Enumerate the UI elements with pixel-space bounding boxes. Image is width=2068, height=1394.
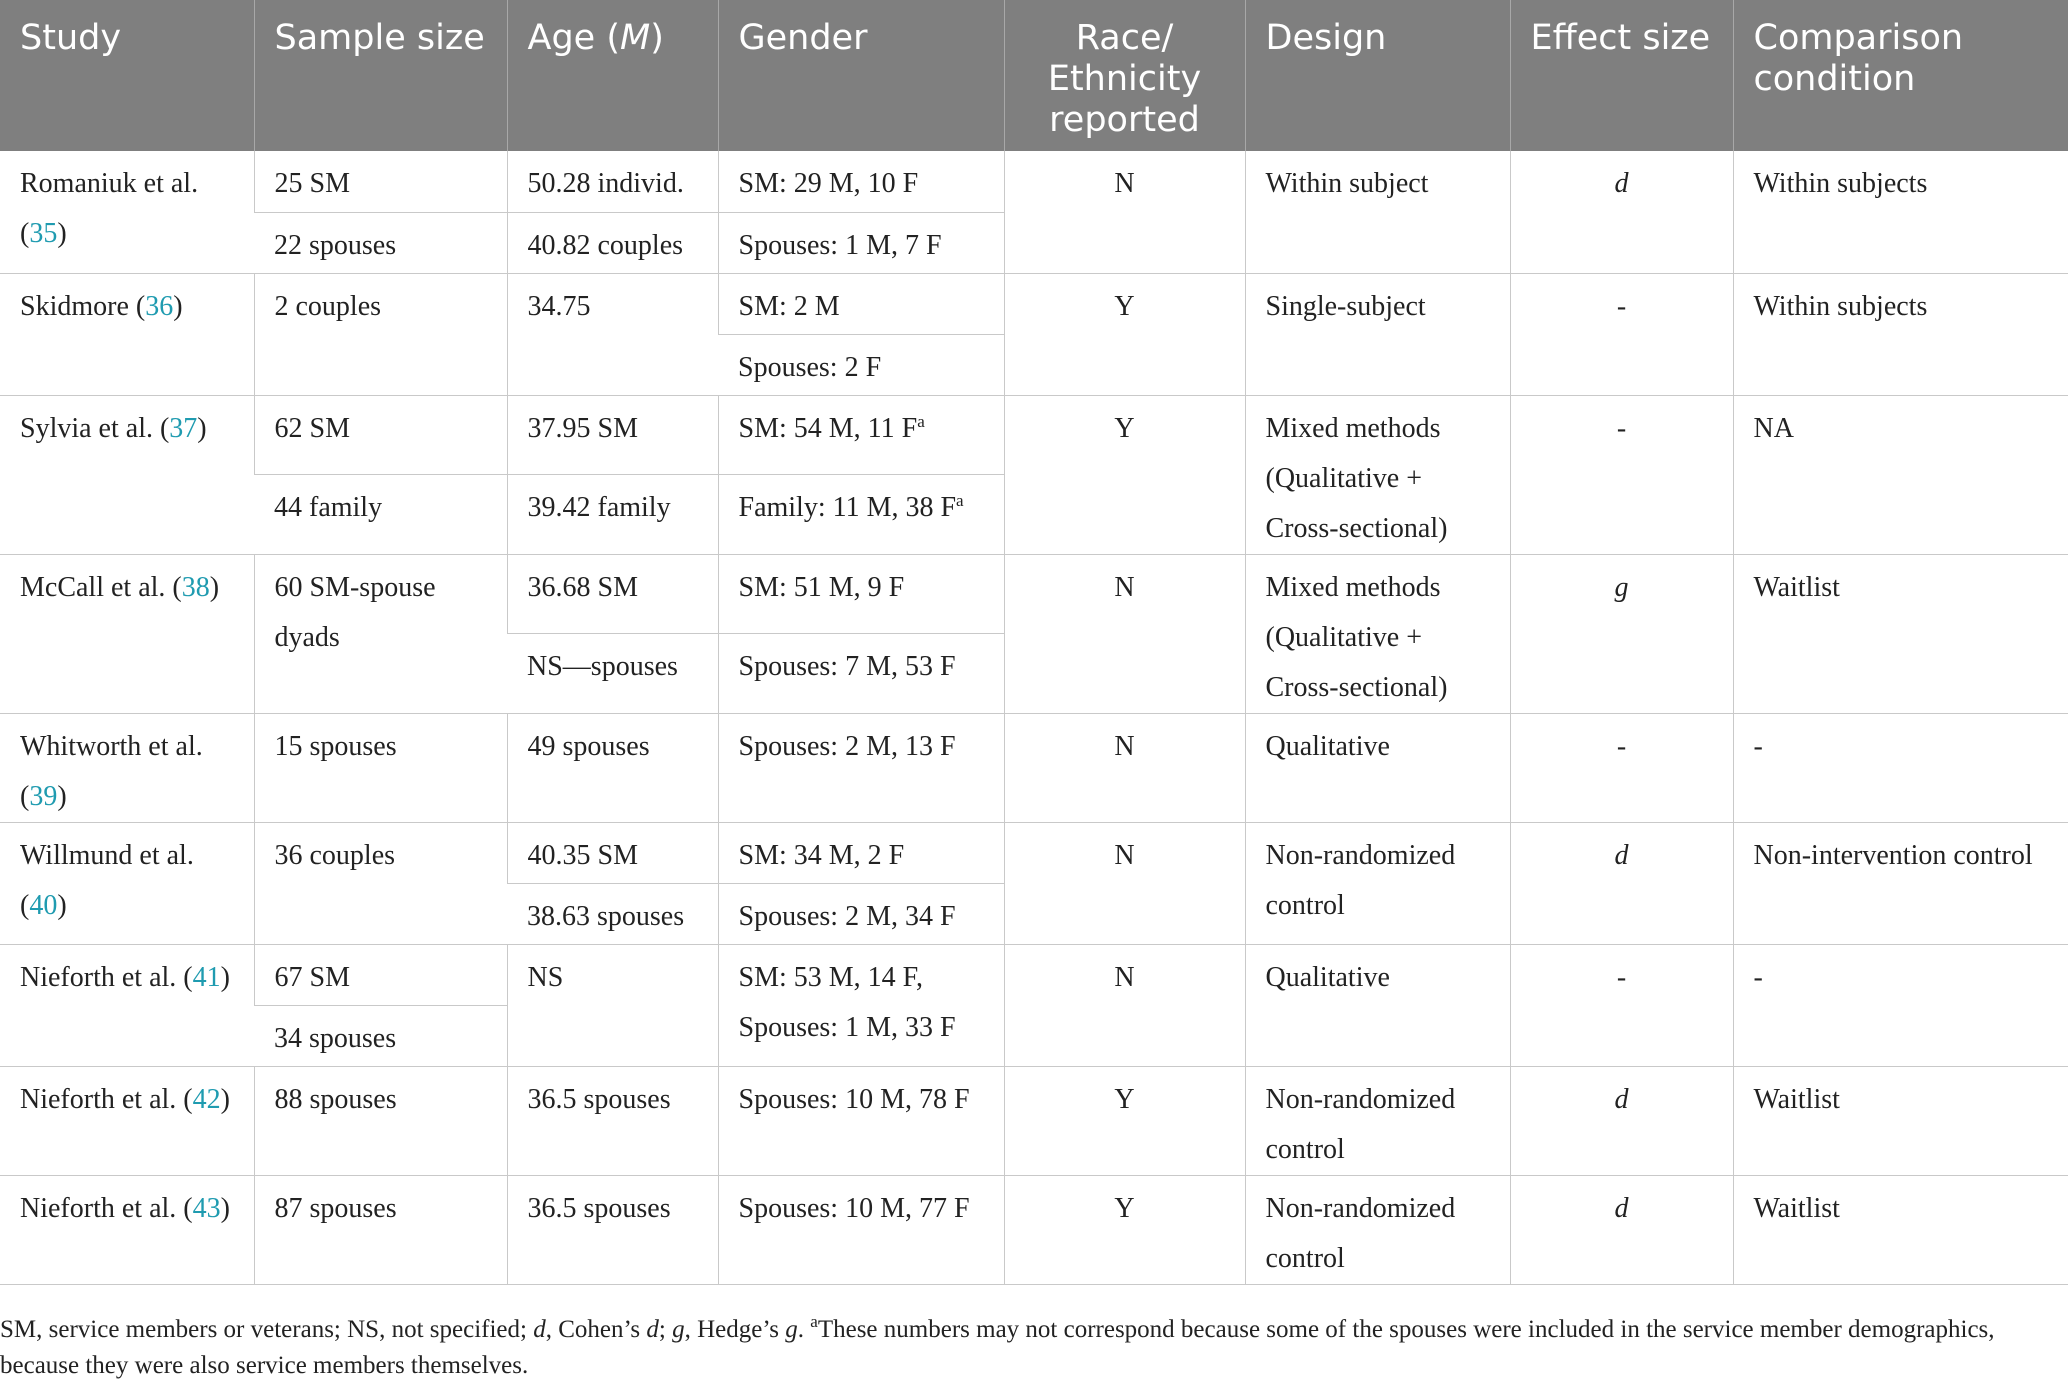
age-value: 49 spouses (527, 730, 650, 762)
table-row (0, 1066, 2068, 1175)
gender-value: Spouses: 1 M, 7 F (738, 229, 942, 261)
sample-value: 15 spouses (274, 730, 397, 762)
comparison-cell: Waitlist (1733, 1066, 2068, 1175)
study-name: Nieforth et al. ( (20, 961, 193, 993)
age-cell (507, 883, 718, 944)
age-cell (507, 395, 718, 475)
sample-cell (254, 822, 507, 944)
age-cell (507, 822, 718, 883)
header-sample-size: Sample size (254, 0, 507, 151)
sample-cell (254, 475, 507, 555)
gender-cell (718, 273, 1004, 334)
age-cell (507, 554, 718, 634)
age-cell (507, 1175, 718, 1284)
study-name: Sylvia et al. ( (20, 412, 170, 444)
table-row (0, 554, 2068, 634)
effect-size-cell: d (1510, 1066, 1733, 1175)
study-name: Skidmore ( (20, 290, 146, 322)
race-ethnicity-cell: N (1004, 822, 1245, 944)
gender-cell (718, 944, 1004, 1066)
gender-cell (718, 475, 1004, 555)
header-design: Design (1245, 0, 1510, 151)
sample-cell (254, 554, 507, 713)
effect-size-cell: - (1510, 395, 1733, 554)
study-name-end: ) (220, 1192, 230, 1224)
study-name: Romaniuk et al. ( (20, 168, 199, 249)
gender-cell (718, 395, 1004, 475)
study-cell (0, 151, 254, 273)
study-cell (0, 1066, 254, 1175)
race-ethnicity-cell: N (1004, 713, 1245, 822)
table-row (0, 1175, 2068, 1284)
age-value: 36.5 spouses (527, 1083, 671, 1115)
age-cell (507, 944, 718, 1066)
age-value: 40.82 couples (527, 229, 684, 261)
gender-cell (718, 1175, 1004, 1284)
sample-value: 62 SM (274, 412, 350, 444)
effect-size-cell: - (1510, 944, 1733, 1066)
sample-value: 67 SM (274, 961, 350, 993)
comparison-cell: Waitlist (1733, 1175, 2068, 1284)
sample-value: 36 couples (274, 839, 396, 871)
age-cell (507, 212, 718, 273)
design-cell: Mixed methods (Qualitative + Cross-sectional) (1245, 554, 1510, 713)
sample-cell (254, 1175, 507, 1284)
comparison-cell: - (1733, 713, 2068, 822)
study-reference: 39 (29, 780, 58, 812)
effect-size-cell: d (1510, 822, 1733, 944)
race-ethnicity-cell: N (1004, 554, 1245, 713)
comparison-cell: Waitlist (1733, 554, 2068, 713)
sample-value: 22 spouses (274, 229, 397, 261)
study-reference: 37 (169, 412, 198, 444)
sample-cell (254, 1005, 507, 1066)
race-ethnicity-cell: N (1004, 151, 1245, 273)
sample-cell (254, 151, 507, 212)
design-cell: Qualitative (1245, 713, 1510, 822)
age-value: 50.28 individ. (527, 168, 684, 199)
sample-value: 34 spouses (274, 1022, 397, 1054)
comparison-cell: - (1733, 944, 2068, 1066)
race-ethnicity-cell: Y (1004, 273, 1245, 395)
sample-cell (254, 1066, 507, 1175)
gender-value: Spouses: 10 M, 77 F (738, 1192, 970, 1224)
effect-size-cell: d (1510, 1175, 1733, 1284)
age-value: 40.35 SM (527, 839, 638, 871)
header-age: Age (M) (507, 0, 718, 151)
gender-value: Spouses: 2 F (738, 351, 882, 383)
age-value: NS (527, 961, 564, 993)
study-cell (0, 713, 254, 822)
gender-value: SM: 29 M, 10 F (738, 168, 919, 199)
comparison-cell: Within subjects (1733, 151, 2068, 273)
design-cell: Qualitative (1245, 944, 1510, 1066)
design-cell: Single-subject (1245, 273, 1510, 395)
design-cell: Mixed methods (Qualitative + Cross-sectional) (1245, 395, 1510, 554)
gender-value: SM: 53 M, 14 F, Spouses: 1 M, 33 F (738, 961, 956, 1043)
study-name-end: ) (173, 290, 183, 322)
study-name: McCall et al. ( (20, 571, 182, 603)
race-ethnicity-cell: N (1004, 944, 1245, 1066)
sample-cell (254, 944, 507, 1005)
effect-size-cell: g (1510, 554, 1733, 713)
study-cell (0, 395, 254, 554)
table-row (0, 395, 2068, 475)
table-row (0, 944, 2068, 1005)
study-cell (0, 822, 254, 944)
race-ethnicity-cell: Y (1004, 1066, 1245, 1175)
age-cell (507, 273, 718, 395)
study-reference: 41 (192, 961, 221, 993)
gender-value: Spouses: 10 M, 78 F (738, 1083, 970, 1115)
study-name: Nieforth et al. ( (20, 1083, 193, 1115)
sample-value: 2 couples (274, 290, 382, 322)
study-cell (0, 1175, 254, 1284)
effect-size-cell: d (1510, 151, 1733, 273)
sample-value: 87 spouses (274, 1192, 397, 1224)
gender-value: Family: 11 M, 38 F (738, 492, 957, 523)
study-reference: 38 (181, 571, 210, 603)
study-name: Willmund et al. ( (20, 839, 194, 921)
study-cell (0, 554, 254, 713)
design-cell: Within subject (1245, 151, 1510, 273)
gender-cell (718, 634, 1004, 714)
age-value: 37.95 SM (527, 412, 638, 444)
header-effect-size: Effect size (1510, 0, 1733, 151)
gender-cell (718, 151, 1004, 212)
gender-value: SM: 2 M (738, 290, 840, 322)
age-value: NS—spouses (527, 651, 678, 682)
gender-value: SM: 34 M, 2 F (738, 839, 905, 871)
gender-value: SM: 54 M, 11 F (738, 412, 918, 444)
study-name-end: ) (57, 218, 67, 249)
header-gender: Gender (718, 0, 1004, 151)
study-name-end: ) (220, 1083, 230, 1115)
header-row (0, 0, 2068, 151)
header-study: Study (0, 0, 254, 151)
gender-cell (718, 1066, 1004, 1175)
age-value: 39.42 family (527, 492, 671, 523)
age-value: 36.68 SM (527, 571, 638, 603)
study-name-end: ) (220, 961, 230, 993)
age-cell (507, 1066, 718, 1175)
age-value: 34.75 (527, 290, 591, 322)
gender-cell (718, 822, 1004, 883)
study-cell (0, 273, 254, 395)
age-cell (507, 634, 718, 714)
gender-value: Spouses: 7 M, 53 F (738, 651, 956, 682)
study-name: Whitworth et al. ( (20, 730, 203, 812)
table-body (0, 151, 2068, 1284)
study-reference: 36 (145, 290, 174, 322)
age-cell (507, 713, 718, 822)
study-reference: 35 (29, 218, 58, 249)
design-cell: Non-randomized control (1245, 822, 1510, 944)
gender-value: SM: 51 M, 9 F (738, 571, 905, 603)
gender-cell (718, 212, 1004, 273)
footnote-marker: a (917, 411, 925, 431)
sample-value: 25 SM (274, 168, 350, 199)
age-value: 38.63 spouses (527, 900, 685, 932)
sample-cell (254, 395, 507, 475)
table-row (0, 273, 2068, 334)
sample-value: 60 SM-spouse dyads (274, 571, 436, 653)
study-reference: 42 (192, 1083, 221, 1115)
header-race-ethnicity: Race/ Ethnicity reported (1004, 0, 1245, 151)
comparison-cell: Non-intervention control (1733, 822, 2068, 944)
table-row (0, 151, 2068, 212)
age-cell (507, 151, 718, 212)
sample-value: 88 spouses (274, 1083, 397, 1115)
effect-size-cell: - (1510, 273, 1733, 395)
header-comparison-condition: Comparison condition (1733, 0, 2068, 151)
sample-cell (254, 273, 507, 395)
comparison-cell: NA (1733, 395, 2068, 554)
gender-value: Spouses: 2 M, 34 F (738, 900, 956, 932)
sample-cell (254, 212, 507, 273)
gender-cell (718, 713, 1004, 822)
race-ethnicity-cell: Y (1004, 395, 1245, 554)
gender-cell (718, 554, 1004, 634)
gender-value: Spouses: 2 M, 13 F (738, 730, 956, 762)
sample-cell (254, 713, 507, 822)
design-cell: Non-randomized control (1245, 1066, 1510, 1175)
table-row (0, 822, 2068, 883)
design-cell: Non-randomized control (1245, 1175, 1510, 1284)
gender-cell (718, 883, 1004, 944)
study-name-end: ) (57, 780, 67, 812)
study-cell (0, 944, 254, 1066)
study-name-end: ) (209, 571, 220, 603)
study-name-end: ) (197, 412, 207, 444)
age-value: 36.5 spouses (527, 1192, 671, 1224)
study-name: Nieforth et al. ( (20, 1192, 193, 1224)
gender-cell (718, 334, 1004, 395)
study-name-end: ) (57, 889, 67, 921)
table-row (0, 713, 2068, 822)
effect-size-cell: - (1510, 713, 1733, 822)
age-cell (507, 475, 718, 555)
table-footnote: SM, service members or veterans; NS, not specified; d, Cohen’s d; g, Hedge’s g. $^a$These numbers may not correspond because some of the spouses were included in the service member demographics, because they were also service members themselves. (0, 1312, 1995, 1379)
study-reference: 40 (29, 889, 58, 921)
comparison-cell: Within subjects (1733, 273, 2068, 395)
study-reference: 43 (192, 1192, 221, 1224)
race-ethnicity-cell: Y (1004, 1175, 1245, 1284)
footnote-marker: a (956, 491, 964, 510)
sample-value: 44 family (274, 492, 383, 523)
